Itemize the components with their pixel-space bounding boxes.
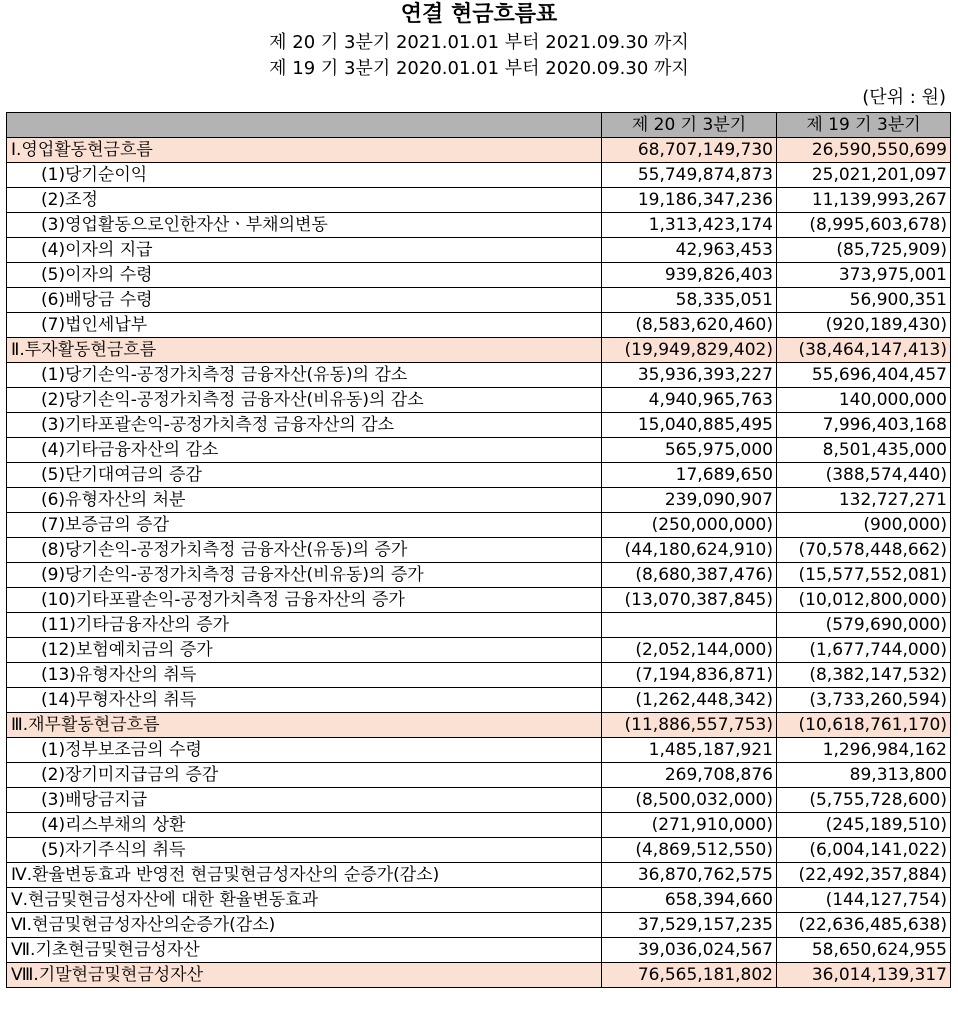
row-prior-value: 1,296,984,162 <box>777 738 951 763</box>
row-current-value: 939,826,403 <box>602 263 777 288</box>
row-prior-value: (579,690,000) <box>777 613 951 638</box>
row-prior-value: 89,313,800 <box>777 763 951 788</box>
row-label: Ⅵ.현금및현금성자산의순증가(감소) <box>7 913 602 938</box>
row-current-value: 39,036,024,567 <box>602 938 777 963</box>
row-current-value: 36,870,762,575 <box>602 863 777 888</box>
row-prior-value: (70,578,448,662) <box>777 538 951 563</box>
row-label: Ⅳ.환율변동효과 반영전 현금및현금성자산의 순증가(감소) <box>7 863 602 888</box>
row-current-value <box>602 613 777 638</box>
row-label: (12)보험예치금의 증가 <box>7 638 602 663</box>
row-prior-value: 55,696,404,457 <box>777 363 951 388</box>
row-label: (3)배당금지급 <box>7 788 602 813</box>
row-current-value: (13,070,387,845) <box>602 588 777 613</box>
row-prior-value: (144,127,754) <box>777 888 951 913</box>
table-row <box>7 463 951 488</box>
row-prior-value: (6,004,141,022) <box>777 838 951 863</box>
header-label-column <box>7 113 602 138</box>
row-label: (13)유형자산의 취득 <box>7 663 602 688</box>
row-prior-value: 56,900,351 <box>777 288 951 313</box>
row-label: (6)유형자산의 처분 <box>7 488 602 513</box>
row-label: Ⅰ.영업활동현금흐름 <box>7 138 602 163</box>
row-prior-value: (1,677,744,000) <box>777 638 951 663</box>
row-current-value: 58,335,051 <box>602 288 777 313</box>
row-prior-value: (22,636,485,638) <box>777 913 951 938</box>
row-current-value: 1,313,423,174 <box>602 213 777 238</box>
table-row <box>7 713 951 738</box>
table-row <box>7 788 951 813</box>
row-prior-value: 140,000,000 <box>777 388 951 413</box>
row-current-value: (1,262,448,342) <box>602 688 777 713</box>
row-prior-value: (8,382,147,532) <box>777 663 951 688</box>
row-current-value: 37,529,157,235 <box>602 913 777 938</box>
statement-title: 연결 현금흐름표 <box>400 2 558 27</box>
row-prior-value: (8,995,603,678) <box>777 213 951 238</box>
table-row <box>7 138 951 163</box>
row-label: (8)당기손익-공정가치측정 금융자산(유동)의 증가 <box>7 538 602 563</box>
row-current-value: (4,869,512,550) <box>602 838 777 863</box>
row-current-value: 17,689,650 <box>602 463 777 488</box>
row-label: (1)당기순이익 <box>7 163 602 188</box>
row-current-value: 239,090,907 <box>602 488 777 513</box>
table-row <box>7 288 951 313</box>
row-label: Ⅲ.재무활동현금흐름 <box>7 713 602 738</box>
table-row <box>7 938 951 963</box>
table-row <box>7 513 951 538</box>
row-current-value: 15,040,885,495 <box>602 413 777 438</box>
row-label: (2)당기손익-공정가치측정 금융자산(비유동)의 감소 <box>7 388 602 413</box>
table-row <box>7 588 951 613</box>
row-prior-value: 7,996,403,168 <box>777 413 951 438</box>
row-label: (5)자기주식의 취득 <box>7 838 602 863</box>
table-row <box>7 488 951 513</box>
table-row <box>7 838 951 863</box>
row-prior-value: (900,000) <box>777 513 951 538</box>
row-prior-value: 373,975,001 <box>777 263 951 288</box>
row-current-value: (2,052,144,000) <box>602 638 777 663</box>
row-current-value: 76,565,181,802 <box>602 963 777 988</box>
row-current-value: (8,680,387,476) <box>602 563 777 588</box>
header-prior-period: 제 19 기 3분기 <box>777 113 951 138</box>
table-row <box>7 913 951 938</box>
row-current-value: (250,000,000) <box>602 513 777 538</box>
row-label: Ⅶ.기초현금및현금성자산 <box>7 938 602 963</box>
row-label: (3)기타포괄손익-공정가치측정 금융자산의 감소 <box>7 413 602 438</box>
row-label: Ⅴ.현금및현금성자산에 대한 환율변동효과 <box>7 888 602 913</box>
row-current-value: 42,963,453 <box>602 238 777 263</box>
row-label: (4)이자의 지급 <box>7 238 602 263</box>
row-prior-value: (15,577,552,081) <box>777 563 951 588</box>
row-label: (14)무형자산의 취득 <box>7 688 602 713</box>
row-label: (1)정부보조금의 수령 <box>7 738 602 763</box>
table-row <box>7 563 951 588</box>
table-row <box>7 438 951 463</box>
row-prior-value: 8,501,435,000 <box>777 438 951 463</box>
row-current-value: 658,394,660 <box>602 888 777 913</box>
table-row <box>7 388 951 413</box>
row-current-value: 35,936,393,227 <box>602 363 777 388</box>
row-label: (7)법인세납부 <box>7 313 602 338</box>
table-row <box>7 213 951 238</box>
table-row <box>7 538 951 563</box>
row-label: (1)당기손익-공정가치측정 금융자산(유동)의 감소 <box>7 363 602 388</box>
table-header-row <box>7 113 951 138</box>
table-row <box>7 813 951 838</box>
row-label: (4)기타금융자산의 감소 <box>7 438 602 463</box>
row-prior-value: (5,755,728,600) <box>777 788 951 813</box>
row-prior-value: 132,727,271 <box>777 488 951 513</box>
row-prior-value: 36,014,139,317 <box>777 963 951 988</box>
row-current-value: 68,707,149,730 <box>602 138 777 163</box>
row-prior-value: (85,725,909) <box>777 238 951 263</box>
row-prior-value: (10,012,800,000) <box>777 588 951 613</box>
row-prior-value: 58,650,624,955 <box>777 938 951 963</box>
table-row <box>7 638 951 663</box>
row-label: (2)장기미지급금의 증감 <box>7 763 602 788</box>
row-current-value: (44,180,624,910) <box>602 538 777 563</box>
table-row <box>7 888 951 913</box>
row-label: Ⅷ.기말현금및현금성자산 <box>7 963 602 988</box>
row-prior-value: 26,590,550,699 <box>777 138 951 163</box>
unit-label: (단위 : 원) <box>862 87 946 108</box>
row-label: (5)단기대여금의 증감 <box>7 463 602 488</box>
row-current-value: (8,500,032,000) <box>602 788 777 813</box>
table-row <box>7 663 951 688</box>
table-row <box>7 313 951 338</box>
row-label: Ⅱ.투자활동현금흐름 <box>7 338 602 363</box>
row-label: (6)배당금 수령 <box>7 288 602 313</box>
table-row <box>7 363 951 388</box>
period-prior: 제 19 기 3분기 2020.01.01 부터 2020.09.30 까지 <box>269 58 689 79</box>
row-label: (10)기타포괄손익-공정가치측정 금융자산의 증가 <box>7 588 602 613</box>
row-prior-value: 11,139,993,267 <box>777 188 951 213</box>
row-current-value: (271,910,000) <box>602 813 777 838</box>
row-label: (11)기타금융자산의 증가 <box>7 613 602 638</box>
table-row <box>7 338 951 363</box>
table-row <box>7 863 951 888</box>
row-prior-value: (10,618,761,170) <box>777 713 951 738</box>
header-current-period: 제 20 기 3분기 <box>602 113 777 138</box>
row-current-value: (8,583,620,460) <box>602 313 777 338</box>
table-row <box>7 763 951 788</box>
row-current-value: 565,975,000 <box>602 438 777 463</box>
row-current-value: (19,949,829,402) <box>602 338 777 363</box>
table-row <box>7 613 951 638</box>
table-row <box>7 963 951 988</box>
table-row <box>7 263 951 288</box>
row-current-value: 1,485,187,921 <box>602 738 777 763</box>
row-prior-value: (920,189,430) <box>777 313 951 338</box>
cash-flow-table <box>6 112 951 988</box>
row-label: (3)영업활동으로인한자산ㆍ부채의변동 <box>7 213 602 238</box>
row-current-value: 269,708,876 <box>602 763 777 788</box>
table-row <box>7 413 951 438</box>
row-current-value: (11,886,557,753) <box>602 713 777 738</box>
table-row <box>7 238 951 263</box>
row-prior-value: (245,189,510) <box>777 813 951 838</box>
table-row <box>7 163 951 188</box>
period-current: 제 20 기 3분기 2021.01.01 부터 2021.09.30 까지 <box>269 32 689 53</box>
row-current-value: 4,940,965,763 <box>602 388 777 413</box>
row-prior-value: (388,574,440) <box>777 463 951 488</box>
row-prior-value: (22,492,357,884) <box>777 863 951 888</box>
table-row <box>7 188 951 213</box>
row-label: (4)리스부채의 상환 <box>7 813 602 838</box>
table-row <box>7 688 951 713</box>
row-label: (9)당기손익-공정가치측정 금융자산(비유동)의 증가 <box>7 563 602 588</box>
row-current-value: (7,194,836,871) <box>602 663 777 688</box>
table-row <box>7 738 951 763</box>
row-current-value: 55,749,874,873 <box>602 163 777 188</box>
row-label: (7)보증금의 증감 <box>7 513 602 538</box>
row-prior-value: (38,464,147,413) <box>777 338 951 363</box>
row-label: (2)조정 <box>7 188 602 213</box>
row-current-value: 19,186,347,236 <box>602 188 777 213</box>
row-prior-value: 25,021,201,097 <box>777 163 951 188</box>
row-label: (5)이자의 수령 <box>7 263 602 288</box>
row-prior-value: (3,733,260,594) <box>777 688 951 713</box>
